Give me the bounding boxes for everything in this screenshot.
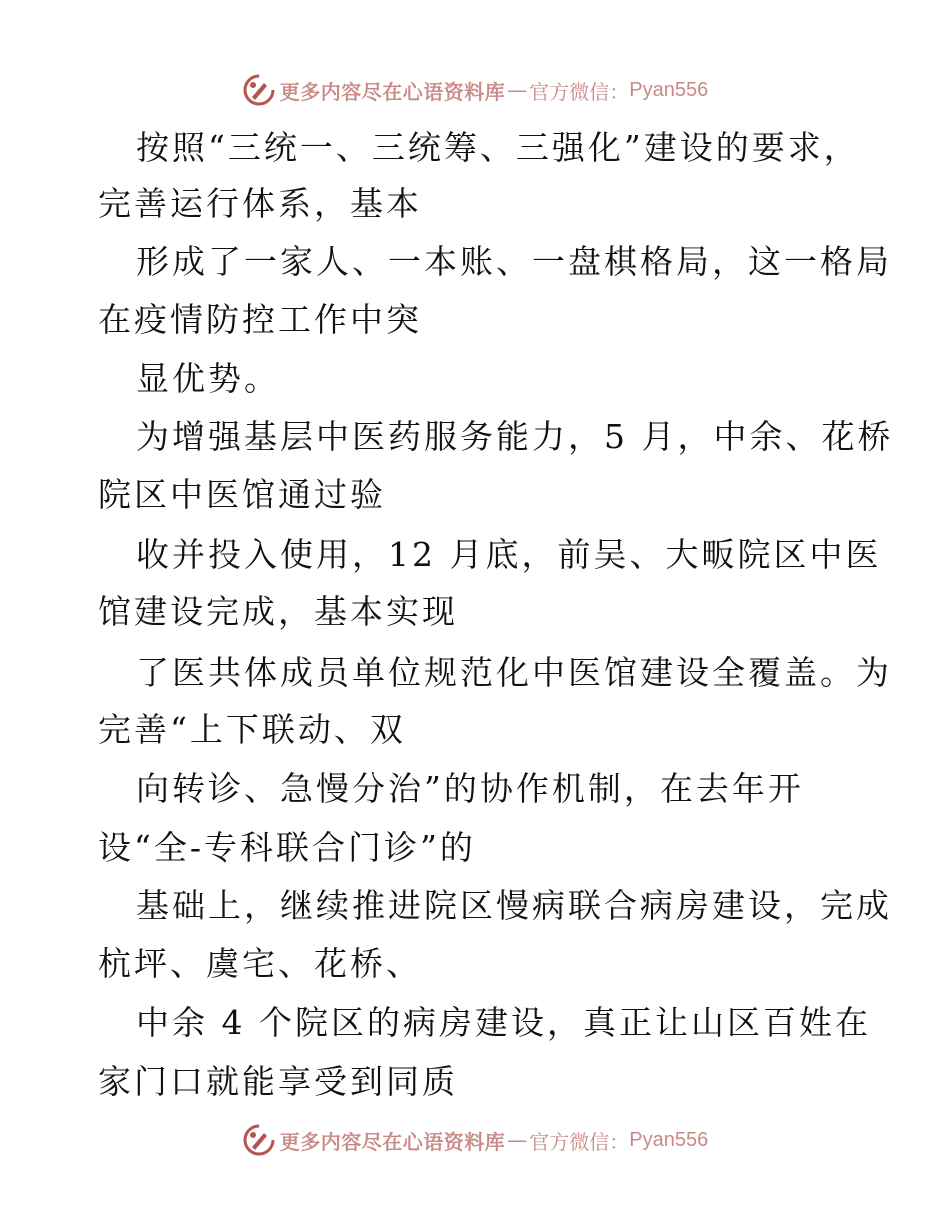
- body-line: 中余 4 个院区的病房建设，真正让山区百姓在: [136, 1003, 871, 1042]
- body-line: 在疫情防控工作中突: [98, 300, 422, 339]
- body-line: 基础上，继续推进院区慢病联合病房建设，完成: [136, 886, 892, 925]
- body-line: 杭坪、虞宅、花桥、: [98, 944, 422, 983]
- logo-icon: [242, 1123, 276, 1157]
- footer-banner-text: 更多内容尽在心语资料库: [279, 1129, 506, 1154]
- body-line: 完善运行体系，基本: [98, 184, 422, 223]
- footer-wechat-id: Pyan556: [629, 1128, 709, 1151]
- body-line: 完善“上下联动、双: [98, 710, 406, 749]
- footer-banner-dash: —: [507, 1128, 528, 1152]
- body-line: 为增强基层中医药服务能力，5 月，中余、花桥: [136, 417, 894, 456]
- header-banner-text: 更多内容尽在心语资料库: [279, 79, 506, 104]
- footer-banner: [0, 1120, 950, 1160]
- body-line: 收并投入使用，12 月底，前吴、大畈院区中医: [136, 535, 882, 574]
- header-banner: [0, 70, 950, 110]
- body-line: 显优势。: [136, 359, 280, 398]
- header-wechat-id: Pyan556: [629, 78, 709, 101]
- header-wechat-label: 官方微信：: [529, 79, 630, 104]
- header-banner-dash: —: [507, 78, 528, 102]
- footer-wechat-label: 官方微信：: [529, 1129, 630, 1154]
- body-line: 向转诊、急慢分治”的协作机制，在去年开: [136, 769, 804, 808]
- body-line: 设“全-专科联合门诊”的: [98, 828, 476, 867]
- body-line: 院区中医馆通过验: [98, 475, 386, 514]
- body-line: 形成了一家人、一本账、一盘棋格局，这一格局: [136, 242, 892, 281]
- body-line: 按照“三统一、三统筹、三强化”建设的要求，: [136, 128, 860, 167]
- body-line: 了医共体成员单位规范化中医馆建设全覆盖。为: [136, 653, 892, 692]
- logo-icon: [242, 73, 276, 107]
- body-line: 家门口就能享受到同质: [98, 1062, 458, 1101]
- body-line: 馆建设完成，基本实现: [98, 592, 458, 631]
